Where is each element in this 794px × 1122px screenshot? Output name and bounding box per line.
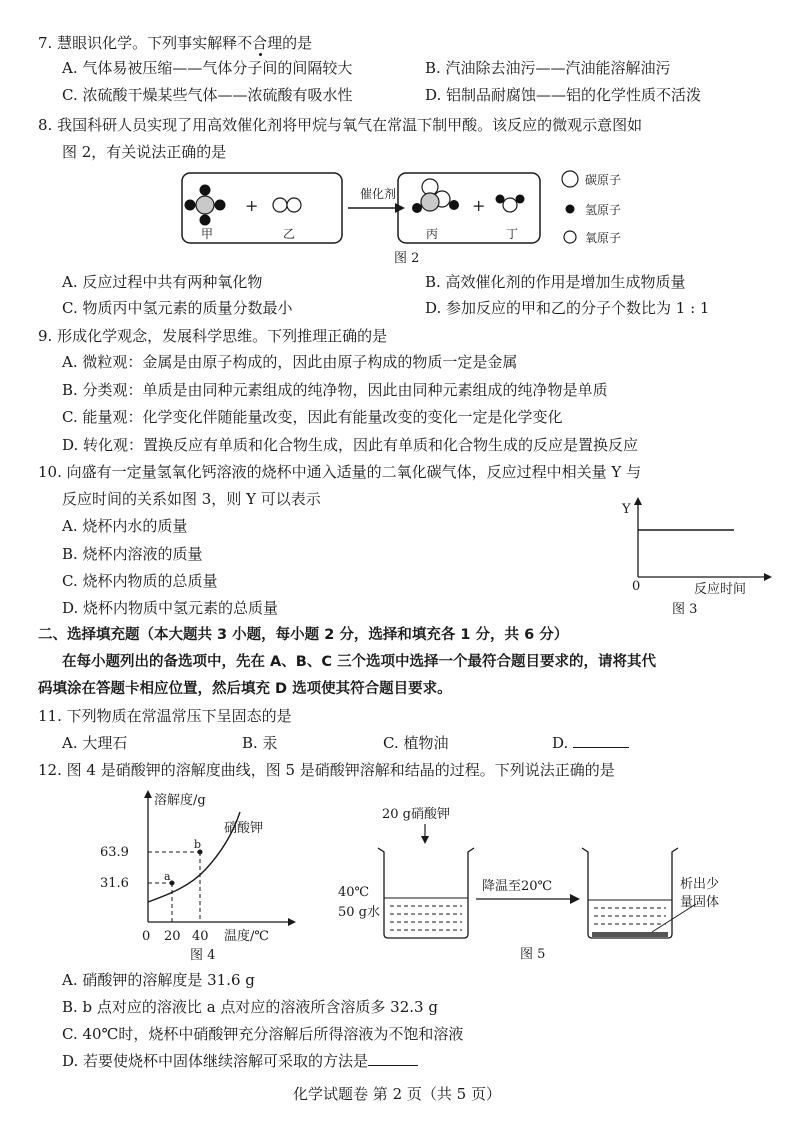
q9-option-a: A. 微粒观：金属是由原子构成的，因此由原子构成的物质一定是金属 (62, 353, 518, 371)
y-axis-arrow-icon (634, 497, 642, 505)
q12-option-a: A. 硝酸钾的溶解度是 31.6 g (62, 971, 255, 989)
label-yi: 乙 (283, 227, 296, 241)
fig4-ytick-63-9: 63.9 (100, 845, 129, 860)
q10-option-a: A. 烧杯内水的质量 (62, 517, 188, 535)
fig4-ytick-31-6: 31.6 (100, 876, 129, 891)
fig4-point-a-label: a (164, 870, 171, 883)
label-ding: 丁 (506, 227, 519, 241)
q11-answer-blank (573, 733, 629, 748)
reaction-arrowhead-icon (395, 203, 405, 213)
fig5-cooling-label: 降温至20℃ (482, 879, 553, 894)
section-2-title: 二、选择填充题（本大题共 3 小题，每小题 2 分，选择和填充各 1 分，共 6 分） (38, 627, 569, 643)
legend-hydrogen: 氢原子 (585, 203, 622, 217)
fig4-x-label: 温度/℃ (224, 929, 269, 944)
label-bing: 丙 (426, 227, 439, 241)
q12-option-b: B. b 点对应的溶液比 a 点对应的溶液所含溶质多 32.3 g (62, 998, 438, 1016)
fig5-result-label-1: 析出少 (680, 877, 720, 892)
q11-option-d: D. (552, 733, 629, 753)
beaker-1-icon (378, 848, 474, 938)
fig4-point-b-label: b (194, 838, 202, 851)
q8-option-a: A. 反应过程中共有两种氧化物 (62, 273, 263, 291)
q7-stem: 7. 慧眼识化学。下列事实解释不合理的是 (38, 34, 313, 52)
q8-option-b: B. 高效催化剂的作用是增加生成物质量 (425, 273, 686, 291)
fig4-xtick-40: 40 (192, 929, 209, 944)
fig4-x-axis-arrow-icon (288, 918, 296, 926)
figure-5-caption: 图 5 (520, 947, 546, 962)
fig5-added-label: 20 g硝酸钾 (382, 807, 450, 822)
fig5-add-arrowhead-icon (421, 836, 429, 844)
figure-3-caption: 图 3 (672, 602, 698, 617)
q11-option-a: A. 大理石 (62, 734, 128, 752)
figure-4-solubility-curve (80, 784, 310, 964)
water-molecule-icon (496, 195, 525, 213)
legend-oxygen: 氧原子 (585, 231, 622, 245)
legend-carbon: 碳原子 (585, 173, 622, 187)
oxygen-molecule-icon (273, 198, 301, 212)
hydrogen-atom-legend-icon (566, 205, 575, 214)
q7-option-b: B. 汽油除去油污——汽油能溶解油污 (425, 59, 671, 77)
fig4-xtick-0: 0 (142, 929, 151, 944)
q12-option-c: C. 40℃时，烧杯中硝酸钾充分溶解后所得溶液为不饱和溶液 (62, 1025, 464, 1043)
fig4-y-axis-arrow-icon (144, 790, 152, 798)
q9-stem: 9. 形成化学观念，发展科学思维。下列推理正确的是 (38, 327, 388, 345)
q10-option-c: C. 烧杯内物质的总质量 (62, 572, 218, 590)
q7-option-c: C. 浓硫酸干燥某些气体——浓硫酸有吸水性 (62, 86, 353, 104)
fig5-temp-label: 40℃ (338, 885, 370, 900)
q7-option-d: D. 铝制品耐腐蚀——铝的化学性质不活泼 (425, 86, 702, 104)
fig5-result-label-2: 量固体 (680, 895, 720, 910)
q9-option-b: B. 分类观：单质是由同种元素组成的纯净物，因此由同种元素组成的纯净物是单质 (62, 381, 608, 399)
figure-2-caption: 图 2 (394, 251, 420, 265)
q11-option-c: C. 植物油 (383, 734, 449, 752)
q11-stem: 11. 下列物质在常温常压下呈固态的是 (38, 707, 292, 725)
q9-option-c: C. 能量观：化学变化伴随能量改变，因此有能量改变的变化一定是化学变化 (62, 408, 563, 426)
q10-option-d: D. 烧杯内物质中氢元素的总质量 (62, 599, 279, 617)
fig5-process-arrowhead-icon (570, 894, 580, 904)
fig5-water-label: 50 g水 (338, 905, 380, 920)
q8-option-c: C. 物质丙中氢元素的质量分数最小 (62, 299, 293, 317)
methane-molecule-icon (185, 185, 226, 226)
q11-option-b: B. 汞 (242, 734, 278, 752)
q12-answer-blank (368, 1051, 418, 1066)
x-axis-label: 反应时间 (694, 582, 747, 597)
fig4-y-label: 溶解度/g (154, 793, 206, 808)
figure-3-graph (610, 495, 780, 620)
fig4-curve-label: 硝酸钾 (224, 821, 264, 836)
q10-stem-line2: 反应时间的关系如图 3，则 Y 可以表示 (62, 490, 321, 508)
q12-stem: 12. 图 4 是硝酸钾的溶解度曲线，图 5 是硝酸钾溶解和结晶的过程。下列说法正确的是 (38, 761, 615, 779)
q8-option-d: D. 参加反应的甲和乙的分子个数比为 1 : 1 (425, 299, 710, 317)
x-axis-arrow-icon (764, 573, 772, 581)
q8-stem-line1: 8. 我国科研人员实现了用高效催化剂将甲烷与氧气在常温下制甲酸。该反应的微观示意图如 (38, 116, 643, 134)
page-footer: 化学试题卷 第 2 页（共 5 页） (293, 1085, 501, 1103)
figure-5-crystallization-process (330, 796, 750, 964)
origin-label: 0 (632, 579, 641, 594)
figure-4-caption: 图 4 (190, 948, 216, 963)
q9-option-d: D. 转化观：置换反应有单质和化合物生成，因此有单质和化合物生成的反应是置换反应 (62, 436, 639, 454)
figure-2-reaction-diagram (180, 165, 650, 265)
q10-stem-line1: 10. 向盛有一定量氢氧化钙溶液的烧杯中通入适量的二氧化碳气体，反应过程中相关量 Y 与 (38, 463, 642, 481)
q7-emphasis: 不合理 (237, 34, 283, 52)
fig4-xtick-20: 20 (164, 929, 181, 944)
plus-sign-1: + (245, 196, 259, 215)
q8-stem-line2: 图 2，有关说法正确的是 (62, 143, 227, 161)
catalyst-label: 催化剂 (360, 187, 397, 201)
section-2-instruction-1: 在每小题列出的备选项中，先在 A、B、C 三个选项中选择一个最符合题目要求的，请将其代 (62, 654, 657, 670)
plus-sign-2: + (472, 196, 486, 215)
q10-option-b: B. 烧杯内溶液的质量 (62, 545, 203, 563)
q7-option-a: A. 气体易被压缩——气体分子间的间隔较大 (62, 59, 353, 77)
section-2-instruction-2: 码填涂在答题卡相应位置，然后填充 D 选项使其符合题目要求。 (38, 681, 452, 697)
formic-acid-molecule-icon (412, 179, 459, 213)
label-jia: 甲 (201, 227, 214, 241)
oxygen-atom-legend-icon (564, 231, 576, 243)
carbon-atom-legend-icon (562, 171, 578, 187)
y-axis-label: Y (622, 502, 631, 517)
q12-option-d: D. 若要使烧杯中固体继续溶解可采取的方法是 (62, 1051, 418, 1071)
